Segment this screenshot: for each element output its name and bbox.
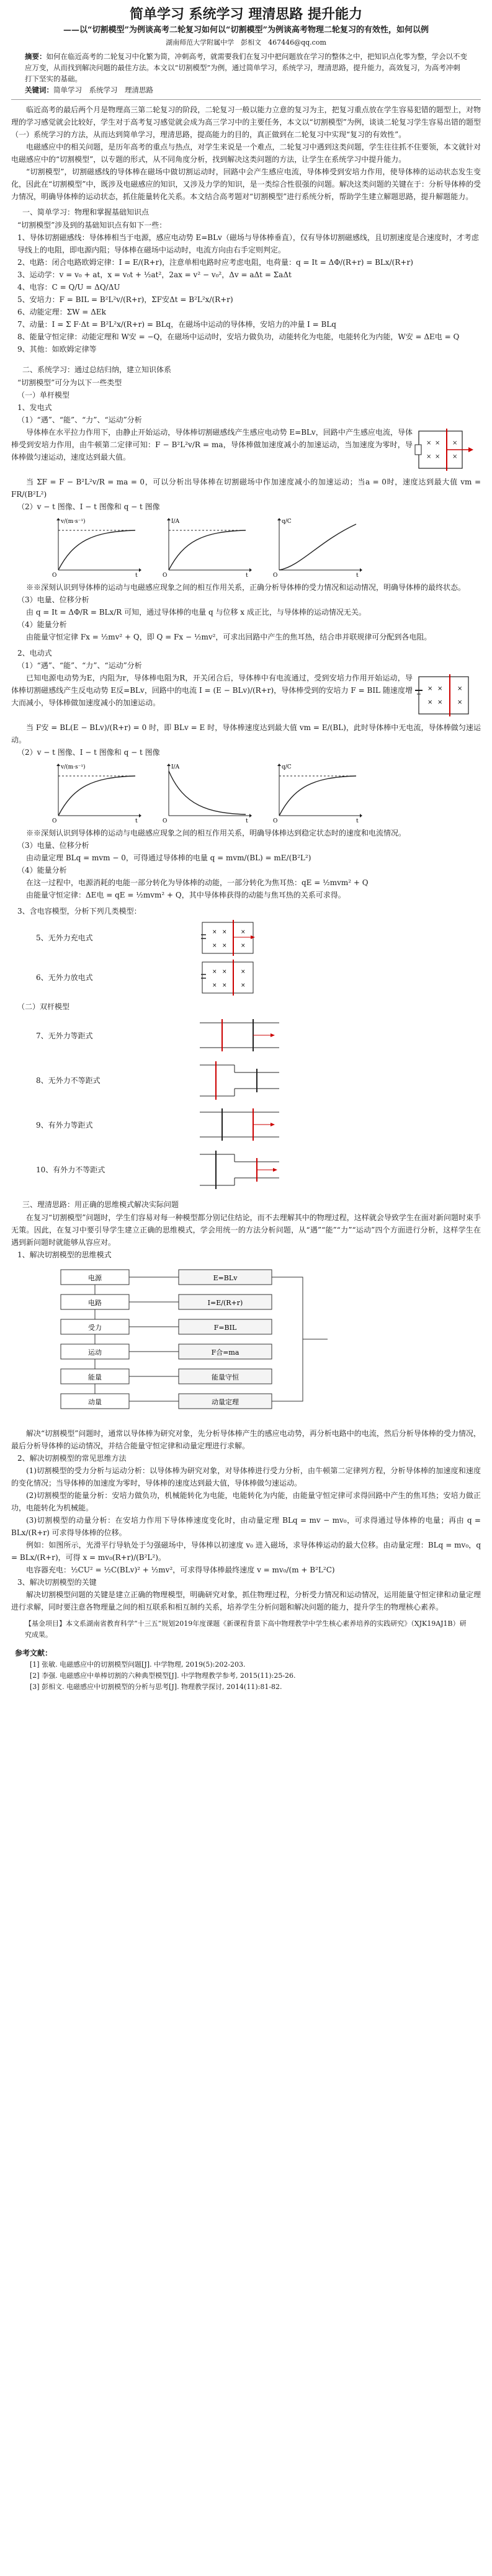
- motor-analysis-heading: （1）“遇”、“能”、“力”、“运动”分析: [17, 661, 142, 670]
- article-subtitle: ——以“切割模型”为例谈高考二轮复习如何以“切割模型”为例谈高考物理二轮复习的有效性，如何以例: [63, 25, 429, 35]
- item-3: 3、运动学：v = v₀ + at，x = v₀t + ½at²，2ax = v² − v₀²，Δv = aΔt = ΣaΔt: [17, 270, 292, 279]
- svg-text:×: ×: [435, 440, 441, 447]
- double-rod-heading: （二）双杆模型: [17, 1002, 70, 1011]
- svg-text:×: ×: [212, 969, 217, 975]
- motor-charge-text: 由动量定理 BLq = mvm − 0，可得通过导体棒的电量 q = mvm/(BL) = mE/(B²L²): [26, 853, 311, 862]
- generator-text: 导体棒在水平拉力作用下，由静止开始运动，导体棒切割磁感线产生感应电动势 E=BLv，回路中产生感应电流，导体棒受到安培力作用，由牛顿第二定律可知：F − B²L²v/R = ma，导体棒做加速度减小的加速运动，当加速度为零时，导体棒做匀速运动，速度达到最大值。: [11, 428, 413, 461]
- item-8: 8、能量守恒定律：动能定理和 W安 = −Q，在磁场中运动时，安培力做负功，动能转化为电能，电能转化为内能，W安 = ΔE电 = Q: [17, 332, 460, 341]
- item-7: 7、动量：I = Σ F·Δt = B²L²x/(R+r) = BLq，在磁场中运动的导体棒，安培力的冲量 I = BLq: [17, 320, 336, 329]
- generator-heading: 1、发电式: [17, 403, 52, 412]
- case-equal-no-force-label: 7、无外力等距式: [36, 1032, 93, 1040]
- methods-heading: 2、解决切割模型的常见思维方法: [17, 1454, 127, 1463]
- motor-q-t-graph: [269, 762, 362, 823]
- svg-text:O: O: [273, 573, 278, 577]
- generator-circuit-figure: [413, 426, 481, 476]
- svg-text:×: ×: [222, 943, 227, 949]
- reference-1: [1] 张敏. 电磁感应中的切割模型问题[J]. 中学物理, 2019(5):202-203.: [30, 1660, 246, 1669]
- generator-equation: 当 ΣF = F − B²L²v/R = ma = 0，可以分析出导体棒在切割磁场中作加速度减小的加速运动；当a = 0时，速度达到最大值 vm = FR/(B²L²): [11, 478, 481, 499]
- references-heading: 参考文献：: [15, 1649, 53, 1657]
- generator-v-t-graph: [48, 517, 141, 577]
- svg-text:O: O: [163, 573, 168, 577]
- flow-formula-current: I=E/(R+r): [207, 1299, 243, 1307]
- svg-text:×: ×: [241, 929, 246, 935]
- divider: [11, 99, 481, 100]
- motor-energy-heading: （4）能量分析: [17, 866, 67, 875]
- case-charging-figure: [197, 919, 272, 957]
- flow-formula-energy: 能量守恒: [212, 1373, 239, 1381]
- motor-v-t-graph: [48, 762, 141, 823]
- thinking-mode-heading: 1、解决切割模型的思维模式: [17, 1250, 112, 1259]
- svg-text:×: ×: [241, 969, 246, 975]
- motor-circuit-figure: [413, 672, 481, 721]
- svg-text:×: ×: [426, 440, 432, 447]
- abstract: [11, 51, 481, 84]
- svg-text:×: ×: [426, 453, 432, 460]
- case-discharging-label: 6、无外力放电式: [36, 973, 93, 982]
- svg-text:t: t: [356, 573, 359, 577]
- method-3: (3)切割模型的动量分析：在安培力作用下导体棒速度变化时，由动量定理 BLq = mv − mv₀，可求得通过导体棒的电量；再由 q = BLx/(R+r) 可求得导体棒的位移。: [11, 1516, 481, 1537]
- svg-text:×: ×: [437, 699, 443, 706]
- motor-i-axis-label: I/A: [171, 764, 180, 770]
- keywords-label: 关键词：: [25, 86, 53, 94]
- motor-q-axis-label: q/C: [282, 764, 292, 770]
- motor-energy-text: 在这一过程中，电源消耗的电能一部分转化为导体棒的动能，一部分转化为焦耳热：qE = ½mvm² + Q: [26, 878, 369, 887]
- section-2-intro: “切割模型”可分为以下一些类型: [17, 378, 122, 387]
- reference-3: [3] 彭相文. 电磁感应中切割模型的分析与思考[J]. 物理教学探讨, 2014(11):81-82.: [30, 1683, 282, 1691]
- generator-energy-text: 由能量守恒定律 Fx = ½mv² + Q，即 Q = Fx − ½mv²，可求出回路中产生的焦耳热，结合串并联规律可分配到各电阻。: [26, 633, 432, 641]
- method-2: (2)切割模型的能量分析：安培力做负功，机械能转化为电能，电能转化为内能，由能量守恒定律可求得回路中产生的焦耳热；安培力做正功，电能转化为机械能。: [11, 1491, 481, 1512]
- svg-text:×: ×: [452, 453, 458, 460]
- flow-node-source: 电源: [88, 1274, 102, 1282]
- motor-heading: 2、电动式: [17, 649, 52, 657]
- item-2: 2、电路：闭合电路欧姆定律：I = E/(R+r)，注意单相电路时应考虑电阻，电荷量：q = It = ΔΦ/(R+r) = BLx/(R+r): [17, 258, 413, 267]
- article-title: 简单学习 系统学习 理清思路 提升能力: [130, 6, 362, 22]
- flow-formula-emf: E=BLv: [213, 1274, 238, 1282]
- case-unequal-with-force: [11, 1148, 481, 1192]
- generator-q-axis-label: q/C: [282, 519, 292, 525]
- intro-paragraph-3: “切割模型”，切割磁感线的导体棒在磁场中做切割运动时，回路中会产生感应电流，导体棒受到安培力作用，使导体棒的运动状态发生变化，因此在“切割模型”中，既涉及电磁感应的知识，又涉及力学的知识，是一类综合性很强的问题。解决这类问题的关键在于：分析导体棒的受力情况，明确导体棒的运动状态，抓住能量转化关系。本文结合高考题对“切割模型”进行系统分析，帮助学生建立解题思路，提升解题能力。: [11, 167, 481, 201]
- section-1-intro: “切割模型”涉及到的基础知识点有如下一些：: [17, 221, 167, 230]
- method-capacitor: 电容器充电：½CU² = ½C(BLv)² + ½mv²，可求得导体棒最终速度 v = mv₀/(m + B²L²C): [26, 1566, 335, 1574]
- generator-i-t-graph: [159, 517, 252, 577]
- section-1-title: 一、简单学习：物理和掌握基础知识点: [22, 208, 150, 216]
- flow-node-momentum: 动量: [88, 1398, 102, 1406]
- generator-analysis-heading: （1）“遇”、“能”、“力”、“运动”分析: [17, 416, 142, 424]
- svg-text:O: O: [52, 573, 57, 577]
- generator-note: ※※深刻认识到导体棒的运动与电磁感应现象之间的相互作用关系，正确分析导体棒的受力情况和运动情况，明确导体棒的最终状态。: [26, 583, 466, 592]
- generator-row: [11, 426, 481, 476]
- key-heading: 3、解决切割模型的关键: [17, 1578, 97, 1587]
- svg-text:×: ×: [222, 929, 227, 935]
- abstract-text: 如何在临近高考的二轮复习中化繁为简，冲刺高考，就需要我们在复习中把问题放在学习的整体之中，把知识点化零为整，学会以不变应万变，从而找到解决问题的最佳方法。本文以“切割模型”为例，通过简单学习，系统学习，理清思路，提升能力，高效复习，为高考冲刺打下坚实的基础。: [25, 52, 467, 83]
- case-discharging-figure: [197, 958, 272, 997]
- svg-text:t: t: [135, 818, 138, 823]
- flow-formula-momentum: 动量定理: [212, 1398, 239, 1406]
- thinking-mode-text: 解决“切割模型”问题时，通常以导体棒为研究对象，先分析导体棒产生的感应电动势，再分析电路中的电流，然后分析导体棒的受力情况，最后分析导体棒的运动情况，并结合能量守恒定律和动量定理进行求解。: [11, 1429, 481, 1450]
- svg-text:×: ×: [241, 943, 246, 949]
- flow-node-circuit: 电路: [88, 1299, 102, 1307]
- motor-i-t-graph: [159, 762, 252, 823]
- svg-text:O: O: [273, 818, 278, 823]
- method-example: 例如：如图所示，光滑平行导轨处于匀强磁场中，导体棒以初速度 v₀ 进入磁场，求导体棒运动的最大位移。由动量定理：BLq = mv₀，q = BLx/(R+r)，可得 x = mv₀(R+r)/(B²L²)。: [11, 1541, 481, 1562]
- case-charging-label: 5、无外力充电式: [36, 934, 93, 942]
- generator-v-axis-label: v/(m·s⁻¹): [61, 519, 86, 525]
- case-charging: [11, 919, 481, 957]
- item-9: 9、其他：如欧姆定律等: [17, 345, 97, 354]
- case-equal-with-force-label: 9、有外力等距式: [36, 1121, 93, 1130]
- intro-paragraph-1: 临近高考的最后两个月是物理高三第二轮复习的阶段，二轮复习一般以能力立意的复习为主，把复习重点放在学生容易犯错的题型上，对物理的学习感觉就会比较好，学生对于高考复习感觉就会成为高三学习中的主要任务，本文以“切割模型”为例，谈谈二轮复习学生容易出错的题型（一）系统学习的方法，从而达到简单学习，理清思路，提高能力的目的，真正做到在二轮复习中实现“复习的有效性”。: [11, 105, 481, 139]
- case-unequal-with-force-label: 10、有外力不等距式: [36, 1165, 105, 1174]
- case-equal-with-force-figure: [197, 1103, 284, 1147]
- svg-text:×: ×: [427, 699, 433, 706]
- generator-charge-heading: （3）电量、位移分析: [17, 595, 89, 604]
- section-3-text: 在复习“切割模型”问题时，学生们容易对每一种模型都分别记住结论，而不去理解其中的物理过程，这样就会导致学生在面对新问题时束手无策。因此，在复习中要引导学生建立正确的思维模式，学会用统一的方法分析问题，从“遇”“能”“力”“运动”四个方面进行分析，这样学生在遇到新问题时就能够从容应对。: [11, 1213, 481, 1247]
- generator-i-axis-label: I/A: [171, 519, 180, 525]
- flow-formula-newton: F合=ma: [211, 1348, 239, 1357]
- svg-text:×: ×: [212, 929, 217, 935]
- case-unequal-no-force: [11, 1059, 481, 1102]
- flow-node-energy: 能量: [88, 1373, 102, 1381]
- motor-graphs-heading: （2）v − t 图像、I − t 图像和 q − t 图像: [17, 748, 160, 757]
- generator-graphs-heading: （2）v − t 图像、I − t 图像和 q − t 图像: [17, 502, 160, 511]
- svg-text:O: O: [163, 818, 168, 823]
- svg-text:×: ×: [212, 983, 217, 989]
- flow-formula-force: F=BIL: [213, 1324, 237, 1332]
- case-unequal-with-force-figure: [197, 1148, 284, 1192]
- subsection-single-rod: （一）单杆模型: [17, 391, 70, 399]
- motor-energy-text-2: 由能量守恒定律：ΔE电 = qE = ½mvm² + Q，其中导体棒获得的动能与焦耳热的关系可求得。: [26, 891, 346, 899]
- case-unequal-no-force-label: 8、无外力不等距式: [36, 1076, 101, 1085]
- case-equal-with-force: [11, 1103, 481, 1147]
- intro-paragraph-2: 电磁感应中的相关问题，是历年高考的重点与热点，对学生来说是一个难点，二轮复习中遇到这类问题，学生往往抓不住要领，本文就针对电磁感应中的“切割模型”，以专题的形式，从不同角度分析，找到解决这类问题的方法，让学生在系统学习中提升能力。: [11, 143, 481, 164]
- svg-text:t: t: [246, 573, 248, 577]
- motor-text: 已知电源电动势为E，内阻为r，导体棒电阻为R，开关闭合后，导体棒中有电流通过，受到安培力作用开始运动，导体棒切割磁感线产生反电动势 E反=BLv，回路中的电流 I = (E − BLv)/(R+r)，导体棒受到的安培力 F = BIL 随速度增大而减小，导体棒做加速度减小的加速运动。: [11, 674, 413, 707]
- case-equal-no-force-figure: [197, 1014, 284, 1058]
- flow-right-column: [179, 1270, 272, 1409]
- svg-text:×: ×: [241, 983, 246, 989]
- svg-text:×: ×: [457, 699, 463, 706]
- generator-energy-heading: （4）能量分析: [17, 620, 67, 629]
- svg-text:×: ×: [452, 440, 458, 447]
- svg-text:×: ×: [435, 453, 441, 460]
- case-unequal-no-force-figure: [197, 1059, 284, 1102]
- generator-graphs: [11, 517, 481, 577]
- item-4: 4、电容：C = Q/U = ΔQ/ΔU: [17, 283, 120, 292]
- motor-note: ※※深刻认识到导体棒的运动与电磁感应现象之间的相互作用关系，明确导体棒达到稳定状态时的速度和电流情况。: [26, 829, 406, 837]
- svg-text:t: t: [356, 818, 359, 823]
- thinking-flowchart: [55, 1265, 439, 1420]
- motor-equation: 当 F安 = BL(E − BLv)/(R+r) = 0 时，即 BLv = E 时，导体棒速度达到最大值 vm = E/(BL)，此时导体棒中无电流，导体棒做匀速运动。: [11, 723, 481, 744]
- motor-charge-heading: （3）电量、位移分析: [17, 841, 89, 850]
- svg-text:t: t: [246, 818, 248, 823]
- key-text: 解决切割模型问题的关键是建立正确的物理模型，明确研究对象，抓住物理过程，分析受力情况和运动情况，运用能量守恒定律和动量定理进行求解，同时要注意各物理量之间的相互联系和相互制约关系，培养学生分析问题和解决问题的能力，提升学生的物理核心素养。: [11, 1590, 481, 1611]
- generator-q-t-graph: [269, 517, 362, 577]
- item-1: 1、导体切割磁感线：导体棒相当于电源，感应电动势 E=BLv（磁场与导体棒垂直），仅有导体切割磁感线，且切割速度是合速度时，才考虑导线上的电阻，即电源内阻；导体棒在磁场中运动时，电流方向由右手定则判定。: [17, 233, 479, 254]
- case-discharging: [11, 958, 481, 997]
- flow-bracket: [272, 1277, 328, 1401]
- svg-text:×: ×: [222, 983, 227, 989]
- generator-charge-text: 由 q = It = ΔΦ/R = BLx/R 可知，通过导体棒的电量 q 与位移 x 成正比，与导体棒的运动情况无关。: [26, 608, 366, 617]
- svg-text:×: ×: [222, 969, 227, 975]
- svg-text:×: ×: [437, 685, 443, 692]
- motor-graphs: [11, 762, 481, 823]
- svg-text:×: ×: [427, 685, 433, 692]
- flow-node-force: 受力: [88, 1324, 102, 1332]
- svg-text:×: ×: [457, 685, 463, 692]
- motor-v-axis-label: v/(m·s⁻¹): [61, 764, 86, 770]
- reference-2: [2] 李强. 电磁感应中单棒切割的六种典型模型[J]. 中学物理教学参考, 2015(11):25-26.: [30, 1672, 296, 1680]
- author-line: 湖南师范大学附属中学 彭相文 467446@qq.com: [166, 38, 326, 47]
- item-5: 5、安培力：F = BIL = B²L²v/(R+r)，ΣF安Δt = B²L²x/(R+r): [17, 295, 233, 304]
- section-2-title: 二、系统学习：通过总结归纳，建立知识体系: [22, 365, 172, 374]
- item-6: 6、动能定理：ΣW = ΔEk: [17, 308, 106, 316]
- svg-text:O: O: [52, 818, 57, 823]
- svg-text:t: t: [135, 573, 138, 577]
- flow-node-motion: 运动: [88, 1348, 102, 1357]
- motor-row: [11, 672, 481, 721]
- abstract-label: 摘要：: [25, 52, 47, 61]
- keywords: [11, 84, 481, 96]
- case-equal-no-force: [11, 1014, 481, 1058]
- fund-note: 【基金项目】本文系湖南省教育科学“十三五”规划2019年度课题《新课程背景下高中物理教学中学生核心素养培养的实践研究》（XJK19AJ1B）研究成果。: [25, 1620, 467, 1639]
- keywords-text: 简单学习 系统学习 理清思路: [53, 86, 153, 94]
- capacitor-heading: 3、含电容模型，分析下列几类模型：: [17, 907, 141, 916]
- section-3-title: 三、理清思路：用正确的思维模式解决实际问题: [22, 1200, 179, 1209]
- method-1: (1)切割模型的受力分析与运动分析：以导体棒为研究对象，对导体棒进行受力分析，由牛顿第二定律列方程，分析导体棒的加速度和速度的变化情况；当导体棒的加速度为零时，导体棒的速度达到最大值，导体棒做匀速运动。: [11, 1466, 481, 1487]
- svg-text:×: ×: [212, 943, 217, 949]
